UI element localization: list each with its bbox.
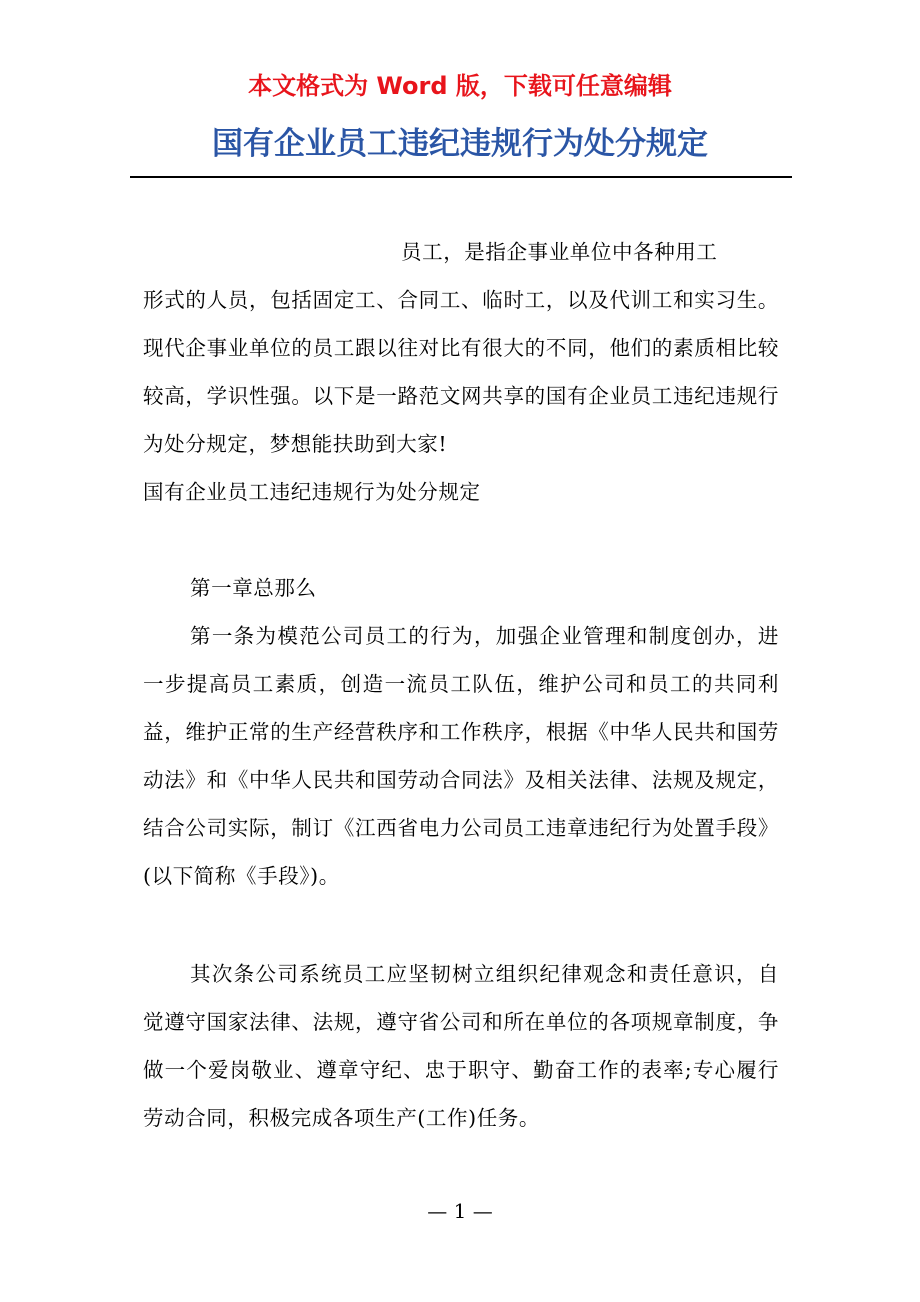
word-format-notice: 本文格式为 Word 版，下载可任意编辑 xyxy=(248,72,672,100)
intro-text: 形式的人员，包括固定工、合同工、临时工，以及代训工和实习生。现代企事业单位的员工跟以往对比有很大的不同，他们的素质相比较较高，学识性强。以下是一路范文网共享的国有企业员工违纪违规行为处分规定，梦想能扶助到大家! xyxy=(143,288,779,456)
article-1-paragraph: 第一条为模范公司员工的行为，加强企业管理和制度创办，进一步提高员工素质，创造一流员工队伍，维护公司和员工的共同利益，维护正常的生产经营秩序和工作秩序，根据《中华人民共和国劳动法》和《中华人民共和国劳动合同法》及相关法律、法规及规定，结合公司实际，制订《江西省电力公司员工违章违纪行为处置手段》(以下简称《手段》)。 xyxy=(143,624,779,888)
intro-repeat-title: 国有企业员工违纪违规行为处分规定 xyxy=(143,480,481,504)
chapter-heading: 第一章总那么 xyxy=(190,576,317,600)
title-divider xyxy=(130,176,792,178)
article-2-paragraph: 其次条公司系统员工应坚韧树立组织纪律观念和责任意识，自觉遵守国家法律、法规，遵守省公司和所在单位的各项规章制度，争做一个爱岗敬业、遵章守纪、忠于职守、勤奋工作的表率;专心履行劳动合同，积极完成各项生产(工作)任务。 xyxy=(143,962,779,1130)
intro-paragraph xyxy=(143,228,779,516)
document-title: 国有企业员工违纪违规行为处分规定 xyxy=(212,126,708,162)
intro-lead-line: 员工，是指企事业单位中各种用工 xyxy=(401,240,718,264)
page-number: — 1 — xyxy=(427,1199,493,1223)
